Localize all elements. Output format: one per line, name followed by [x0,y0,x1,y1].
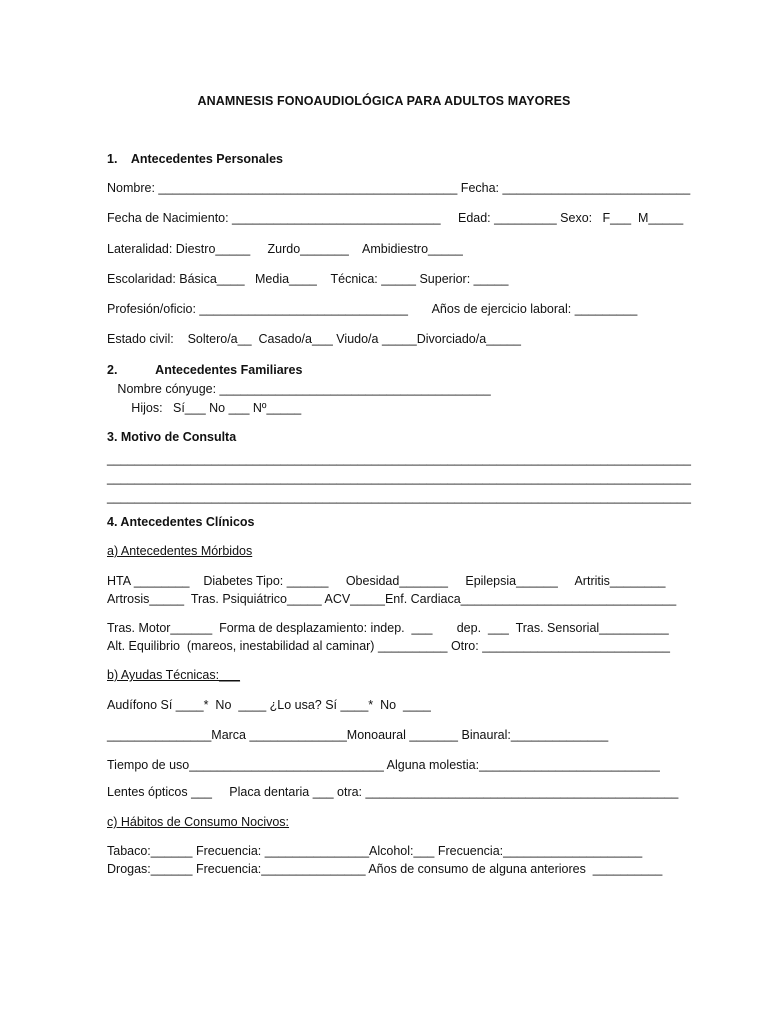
morbidos-row[interactable]: Tras. Motor______ Forma de desplazamiento: indep. ___ dep. ___ Tras. Sensorial__________ [107,621,669,635]
motivo-line[interactable]: ____________________________________________________________________________________ [107,490,691,504]
form-title: ANAMNESIS FONOAUDIOLÓGICA PARA ADULTOS MAYORES [197,94,571,108]
estado-civil-row[interactable]: Estado civil: Soltero/a__ Casado/a___ Viudo/a _____Divorciado/a_____ [107,332,521,346]
lateralidad-row[interactable]: Lateralidad: Diestro_____ Zurdo_______ Ambidiestro_____ [107,242,463,256]
morbidos-heading: a) Antecedentes Mórbidos [107,544,253,558]
nacimiento-edad-sexo-row[interactable]: Fecha de Nacimiento: ______________________________ Edad: _________ Sexo: F___ M_____ [107,211,684,225]
nombre-fecha-row[interactable]: Nombre: ___________________________________________ Fecha: ___________________________ [107,181,691,195]
section-1-heading: 1. Antecedentes Personales [107,152,284,166]
tabaco-row[interactable]: Tabaco:______ Frecuencia: _______________Alcohol:___ Frecuencia:____________________ [107,844,643,858]
drogas-row[interactable]: Drogas:______ Frecuencia:_______________ Años de consumo de alguna anteriores __________ [107,862,663,876]
section-3-heading: 3. Motivo de Consulta [107,430,237,444]
profesion-row[interactable]: Profesión/oficio: ______________________________ Años de ejercicio laboral: _________ [107,302,638,316]
motivo-line[interactable]: ____________________________________________________________________________________ [107,452,691,466]
habitos-heading: c) Hábitos de Consumo Nocivos: [107,815,290,829]
morbidos-row[interactable]: Alt. Equilibrio (mareos, inestabilidad al caminar) __________ Otro: ___________________________ [107,639,670,653]
ayudas-heading: b) Ayudas Técnicas:___ [107,668,240,682]
conyuge-row[interactable]: Nombre cónyuge: _______________________________________ [107,382,491,396]
marca-row[interactable]: _______________Marca ______________Monoaural _______ Binaural:______________ [107,728,609,742]
tiempo-uso-row[interactable]: Tiempo de uso____________________________ Alguna molestia:__________________________ [107,758,660,772]
morbidos-row[interactable]: Artrosis_____ Tras. Psiquiátrico_____ ACV_____Enf. Cardiaca_______________________________ [107,592,677,606]
audifono-row[interactable]: Audífono Sí ____* No ____ ¿Lo usa? Sí ____* No ____ [107,698,431,712]
morbidos-row[interactable]: HTA ________ Diabetes Tipo: ______ Obesidad_______ Epilepsia______ Artritis________ [107,574,666,588]
section-2-heading: 2. Antecedentes Familiares [107,363,303,377]
motivo-line[interactable]: ____________________________________________________________________________________ [107,471,691,485]
section-4-heading: 4. Antecedentes Clínicos [107,515,255,529]
escolaridad-row[interactable]: Escolaridad: Básica____ Media____ Técnica: _____ Superior: _____ [107,272,509,286]
hijos-row[interactable]: Hijos: Sí___ No ___ Nº_____ [107,401,302,415]
lentes-row[interactable]: Lentes ópticos ___ Placa dentaria ___ otra: _____________________________________________ [107,785,679,799]
